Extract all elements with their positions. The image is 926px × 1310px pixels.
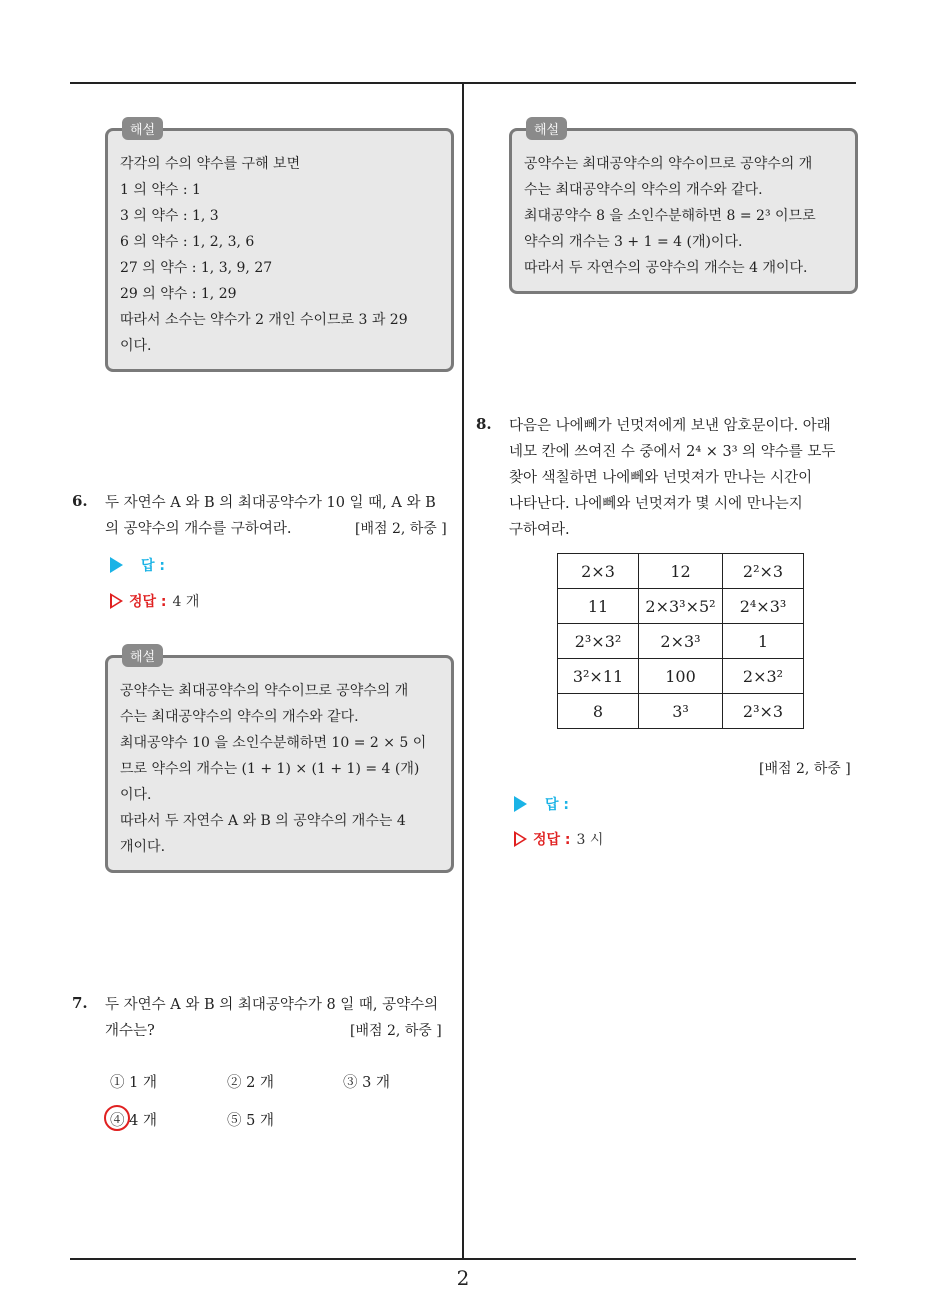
play-arrow-icon (514, 796, 527, 812)
table-cell: 1 (723, 624, 804, 659)
cipher-table (557, 553, 804, 729)
table-cell: 11 (558, 589, 639, 624)
table-row (558, 694, 804, 729)
question-8-line: 나타난다. 나에뻬와 넌멋져가 몇 시에 만나는지 (509, 496, 803, 512)
explanation-line: 29 의 약수 : 1, 29 (120, 286, 237, 302)
explanation-tag: 해설 (122, 117, 163, 140)
explanation-line: 수는 최대공약수의 약수의 개수와 같다. (120, 709, 359, 725)
question-number-8: 8. (476, 415, 492, 433)
table-cell: 2×3 (558, 554, 639, 589)
question-6-line-2: 의 공약수의 개수를 구하여라. (105, 521, 292, 537)
choice-1[interactable]: ① 1 개 (110, 1075, 157, 1091)
question-8-text (509, 413, 859, 543)
question-number-6: 6. (72, 492, 88, 510)
outline-arrow-icon (110, 593, 123, 609)
explanation-line: 각각의 수의 약수를 구해 보면 (120, 156, 301, 172)
explanation-line: 이다. (120, 338, 152, 354)
explanation-line: 6 의 약수 : 1, 2, 3, 6 (120, 234, 255, 250)
explanation-line: 따라서 두 자연수 A 와 B 의 공약수의 개수는 4 (120, 813, 406, 829)
grade-info: [배점 2, 하중 ] (355, 521, 447, 537)
choice-5[interactable]: ⑤ 5 개 (227, 1113, 274, 1129)
table-cell: 3²×11 (558, 659, 639, 694)
grade-info: [배점 2, 하중 ] (759, 761, 851, 777)
table-cell: 2²×3 (723, 554, 804, 589)
explanation-line: 3 의 약수 : 1, 3 (120, 208, 219, 224)
correct-value: 3 시 (576, 832, 604, 848)
explanation-line: 므로 약수의 개수는 (1 + 1) × (1 + 1) = 4 (개) (120, 761, 420, 777)
play-arrow-icon (110, 557, 123, 573)
question-6-line-1: 두 자연수 A 와 B 의 최대공약수가 10 일 때, A 와 B (105, 495, 436, 511)
choice-2[interactable]: ② 2 개 (227, 1075, 274, 1091)
explanation-line: 약수의 개수는 3 + 1 = 4 (개)이다. (524, 234, 743, 250)
question-7-line-1: 두 자연수 A 와 B 의 최대공약수가 8 일 때, 공약수의 (105, 997, 439, 1013)
question-8-line: 다음은 나에뻬가 넌멋져에게 보낸 암호문이다. 아래 (509, 418, 831, 434)
correct-label: 정답 : (533, 832, 571, 848)
page-number: 2 (456, 1266, 470, 1290)
column-divider (462, 83, 464, 1258)
explanation-line: 따라서 소수는 약수가 2 개인 수이므로 3 과 29 (120, 312, 408, 328)
explanation-line: 최대공약수 8 을 소인수분해하면 8 = 2³ 이므로 (524, 208, 816, 224)
explanation-line: 따라서 두 자연수의 공약수의 개수는 4 개이다. (524, 260, 808, 276)
explanation-line: 개이다. (120, 839, 166, 855)
explanation-box-7 (509, 123, 858, 294)
table-cell: 12 (639, 554, 723, 589)
table-cell: 2³×3² (558, 624, 639, 659)
explanation-box-5 (105, 123, 454, 372)
outline-arrow-icon (514, 831, 527, 847)
bottom-rule (70, 1258, 856, 1260)
question-8-line: 네모 칸에 쓰여진 수 중에서 2⁴ × 3³ 의 약수를 모두 (509, 444, 836, 460)
table-cell: 8 (558, 694, 639, 729)
explanation-line: 수는 최대공약수의 약수의 개수와 같다. (524, 182, 763, 198)
question-7-line-2: 개수는? (105, 1023, 155, 1039)
answer-label: 답 : (141, 558, 165, 574)
explanation-tag: 해설 (122, 644, 163, 667)
answer-field[interactable] (514, 794, 569, 814)
answer-field[interactable] (110, 555, 165, 575)
explanation-line: 최대공약수 10 을 소인수분해하면 10 = 2 × 5 이 (120, 735, 427, 751)
explanation-line: 공약수는 최대공약수의 약수이므로 공약수의 개 (524, 156, 813, 172)
table-row (558, 624, 804, 659)
table-cell: 2×3² (723, 659, 804, 694)
table-cell: 2³×3 (723, 694, 804, 729)
choice-4[interactable]: ④ 4 개 (110, 1113, 157, 1129)
selected-answer-circle (104, 1105, 130, 1131)
table-cell: 2×3³×5² (639, 589, 723, 624)
correct-label: 정답 : (129, 594, 167, 610)
question-number-7: 7. (72, 994, 88, 1012)
explanation-line: 공약수는 최대공약수의 약수이므로 공약수의 개 (120, 683, 409, 699)
correct-answer (110, 591, 199, 611)
explanation-line: 이다. (120, 787, 152, 803)
table-row (558, 589, 804, 624)
question-8-line: 찾아 색칠하면 나에뻬와 넌멋져가 만나는 시간이 (509, 470, 813, 486)
choice-3[interactable]: ③ 3 개 (343, 1075, 390, 1091)
table-row (558, 659, 804, 694)
table-cell: 100 (639, 659, 723, 694)
table-cell: 3³ (639, 694, 723, 729)
explanation-tag: 해설 (526, 117, 567, 140)
explanation-box-6 (105, 650, 454, 873)
table-cell: 2⁴×3³ (723, 589, 804, 624)
explanation-line: 27 의 약수 : 1, 3, 9, 27 (120, 260, 273, 276)
answer-label: 답 : (545, 797, 569, 813)
table-cell: 2×3³ (639, 624, 723, 659)
table-row (558, 554, 804, 589)
question-8-line: 구하여라. (509, 522, 570, 538)
explanation-line: 1 의 약수 : 1 (120, 182, 201, 198)
correct-answer (514, 829, 603, 849)
correct-value: 4 개 (172, 594, 200, 610)
grade-info: [배점 2, 하중 ] (350, 1023, 442, 1039)
